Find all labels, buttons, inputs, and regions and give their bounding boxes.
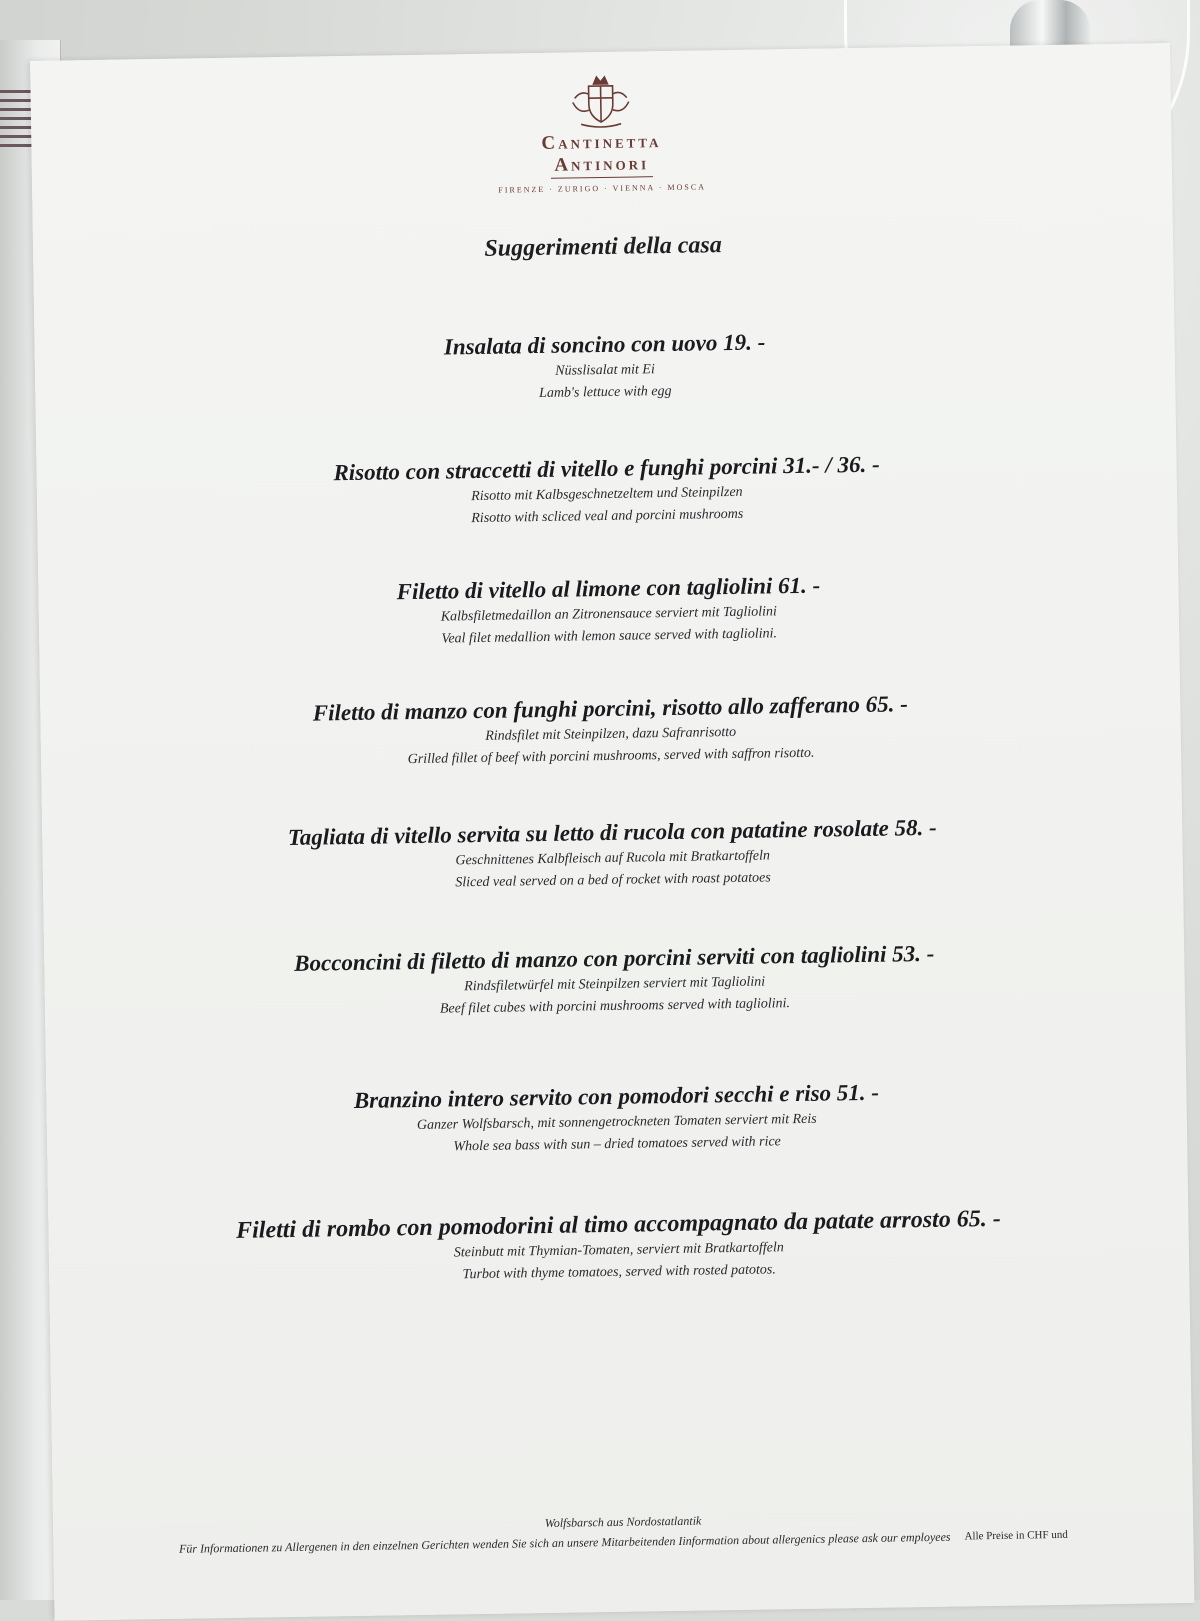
menu-item (42, 809, 1183, 901)
restaurant-logo (30, 63, 1172, 202)
menu-item-english: Whole sea bass with sun – dried tomatoes served with rice (453, 1134, 781, 1155)
menu-items (34, 321, 1189, 1293)
menu-item-title: Risotto con straccetti di vitello e funghi porcini 31.- / 36. - (333, 451, 880, 486)
menu-item-title: Tagliata di vitello servita su letto di rucola con patatine rosolate 58. - (287, 814, 937, 850)
restaurant-name-line1: Cantinetta (541, 131, 662, 154)
menu-item-title: Bocconcini di filetto di manzo con porcini serviti con tagliolini 53. - (293, 940, 935, 976)
menu-item (44, 935, 1185, 1027)
menu-item-german: Rindsfiletwürfel mit Steinpilzen serviert mit Tagliolini (464, 974, 766, 995)
restaurant-cities: FIRENZE · ZURIGO · VIENNA · MOSCA (498, 182, 707, 195)
footer-origin-note: Wolfsbarsch aus Nordostatlantik (544, 1513, 702, 1531)
menu-item-german: Steinbutt mit Thymian-Tomaten, serviert mit Bratkartoffeln (453, 1240, 784, 1261)
menu-item-english: Grilled fillet of beef with porcini mushrooms, served with saffron risotto. (407, 745, 815, 768)
menu-item-german: Kalbsfiletmedaillon an Zitronensauce serviert mit Tagliolini (440, 604, 777, 625)
menu-item-german: Geschnittenes Kalbfleisch auf Rucola mit Bratkartoffeln (455, 848, 771, 869)
menu-item (36, 445, 1177, 537)
footer-allergen-note: Für Informationen zu Allergenen in den einzelnen Gerichten wenden Sie sich an unsere Mitarbeitenden Iinformation about allergenics please ask our employees (178, 1529, 951, 1556)
menu-item-english: Veal filet medallion with lemon sauce served with tagliolini. (441, 626, 778, 647)
menu-item-german: Ganzer Wolfsbarsch, mit sonnengetrockneten Tomaten serviert mit Reis (416, 1111, 817, 1134)
menu-page (30, 43, 1194, 1621)
menu-item-english: Lamb's lettuce with egg (538, 383, 672, 401)
menu-item-title: Filetto di manzo con funghi porcini, risotto allo zafferano 65. - (312, 691, 909, 726)
menu-item (40, 685, 1181, 777)
menu-item-title: Filetto di vitello al limone con tagliolini 61. - (396, 572, 821, 605)
menu-item-title: Insalata di soncino con uovo 19. - (443, 329, 766, 360)
menu-item-english: Sliced veal served on a bed of rocket with roast potatoes (455, 870, 771, 891)
menu-item-english: Turbot with thyme tomatoes, served with rosted patotos. (462, 1262, 776, 1283)
restaurant-name-line2: Antinori (550, 153, 653, 179)
footer-price-note: Alle Preise in CHF und (964, 1528, 1068, 1543)
menu-item-german: Risotto mit Kalbsgeschnetzeltem und Steinpilzen (471, 484, 743, 505)
menu-item (46, 1073, 1187, 1165)
menu-item-german: Rindsfilet mit Steinpilzen, dazu Safranrisotto (485, 724, 737, 744)
menu-item-german: Nüsslisalat mit Ei (555, 362, 655, 379)
menu-item (38, 565, 1179, 657)
menu-footer (53, 1503, 1193, 1561)
menu-item-english: Beef filet cubes with porcini mushrooms served with tagliolini. (439, 996, 791, 1017)
menu-heading: Suggerimenti della casa (484, 232, 722, 262)
menu-item-english: Risotto with scliced veal and porcini mushrooms (471, 506, 744, 527)
menu-item (48, 1201, 1189, 1293)
menu-item (34, 321, 1175, 413)
menu-item-title: Filetti di rombo con pomodorini al timo accompagnato da patate arrosto 65. - (235, 1205, 1001, 1244)
crest-icon (560, 71, 641, 132)
menu-item-title: Branzino intero servito con pomodori secchi e riso 51. - (353, 1079, 880, 1113)
